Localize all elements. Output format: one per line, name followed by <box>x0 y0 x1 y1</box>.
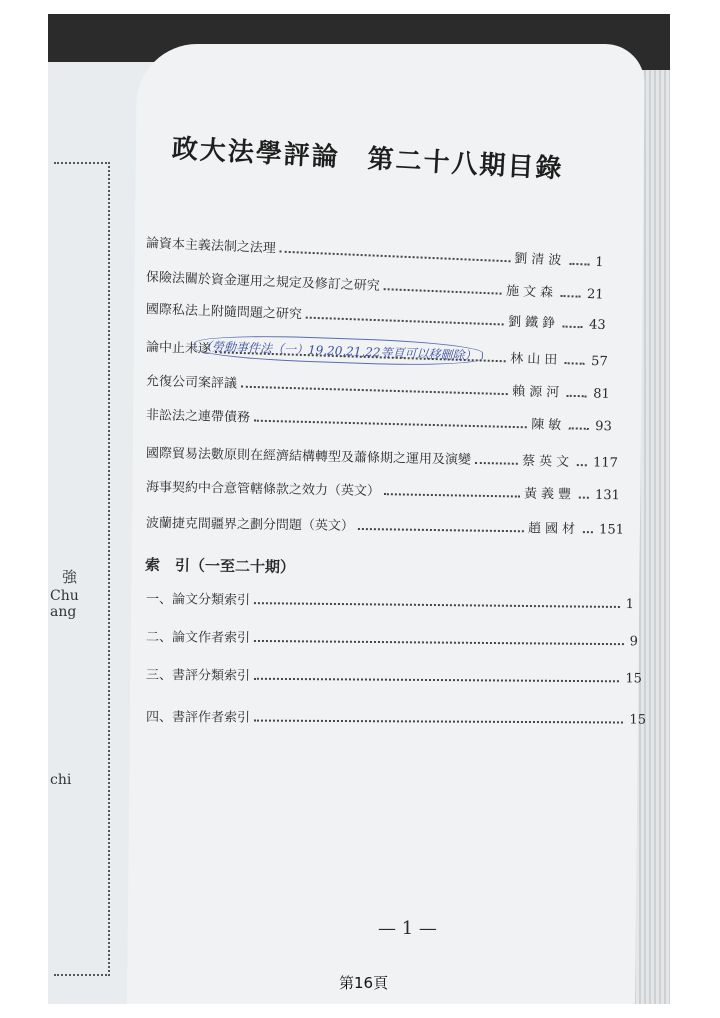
toc-title: 海事契約中合意管轄條款之效力（英文） <box>145 480 381 500</box>
page-number: — 1 — <box>378 918 437 939</box>
toc-page: 1 <box>594 254 604 271</box>
toc-row <box>146 512 624 538</box>
toc-title: 國際私法上附隨問題之研究 <box>145 302 303 323</box>
index-row <box>146 626 638 649</box>
toc-author: 趙國材 <box>527 521 580 538</box>
toc-page: 57 <box>590 353 608 370</box>
toc-title: 論資本主義法制之法理 <box>145 236 277 257</box>
index-row <box>146 588 634 612</box>
toc-title: 保險法關於資金運用之規定及修訂之研究 <box>145 270 381 294</box>
toc-title: 波蘭捷克間疆界之劃分問題（英文） <box>145 516 355 534</box>
index-heading: 索 引（一至二十期） <box>144 555 296 577</box>
scan-page-label: 第16頁 <box>339 974 389 992</box>
toc-title: 允復公司案評議 <box>145 374 238 392</box>
index-title: 一、論文分類索引 <box>145 592 251 609</box>
index-page: 15 <box>625 671 643 687</box>
left-page-text: ang <box>50 604 77 620</box>
toc-page: 131 <box>594 487 621 504</box>
index-title: 四、書評作者索引 <box>145 710 251 726</box>
index-page: 15 <box>629 712 647 728</box>
toc-author: 劉清波 <box>513 251 566 269</box>
left-page-text: chi <box>50 772 72 788</box>
toc-row <box>146 266 604 303</box>
toc-author: 蔡英文 <box>521 453 574 470</box>
index-page: 1 <box>625 597 635 613</box>
toc-row <box>146 442 618 471</box>
page-title: 政大法學評論 第二十八期目錄 <box>171 134 565 185</box>
toc-title: 論中止未遂 <box>145 340 212 358</box>
toc-row <box>146 232 604 270</box>
toc-row <box>146 476 620 503</box>
index-row <box>146 664 642 686</box>
toc-page: 117 <box>592 455 619 471</box>
index-page: 9 <box>629 634 639 650</box>
index-title: 二、論文作者索引 <box>145 630 251 646</box>
toc-page: 93 <box>595 418 612 435</box>
toc-author: 陳敏 <box>531 417 566 434</box>
index-title: 三、書評分類索引 <box>145 668 251 684</box>
toc-author: 黃義豐 <box>523 486 576 503</box>
toc-author: 劉鐵錚 <box>507 314 560 332</box>
toc-page: 43 <box>588 317 606 334</box>
toc-title: 國際貿易法數原則在經濟結構轉型及蕭條期之運用及演變 <box>145 446 472 468</box>
left-page-char: 強 <box>62 568 78 586</box>
toc-page: 81 <box>593 386 610 402</box>
toc-author: 林山田 <box>509 351 562 369</box>
handwritten-note: （勞動事件法（一）19,20,21,22等頁可以移刪除） <box>199 339 477 363</box>
toc-page: 151 <box>598 522 625 538</box>
toc-title: 非訟法之連帶債務 <box>145 408 251 426</box>
toc-author: 施文森 <box>505 283 558 301</box>
toc-row <box>146 370 610 402</box>
index-row <box>146 706 646 728</box>
toc-row <box>146 298 606 333</box>
toc-row <box>146 404 612 434</box>
left-page-text: Chu <box>50 588 79 604</box>
toc-author: 賴源河 <box>512 384 564 401</box>
toc-page: 21 <box>586 286 604 303</box>
